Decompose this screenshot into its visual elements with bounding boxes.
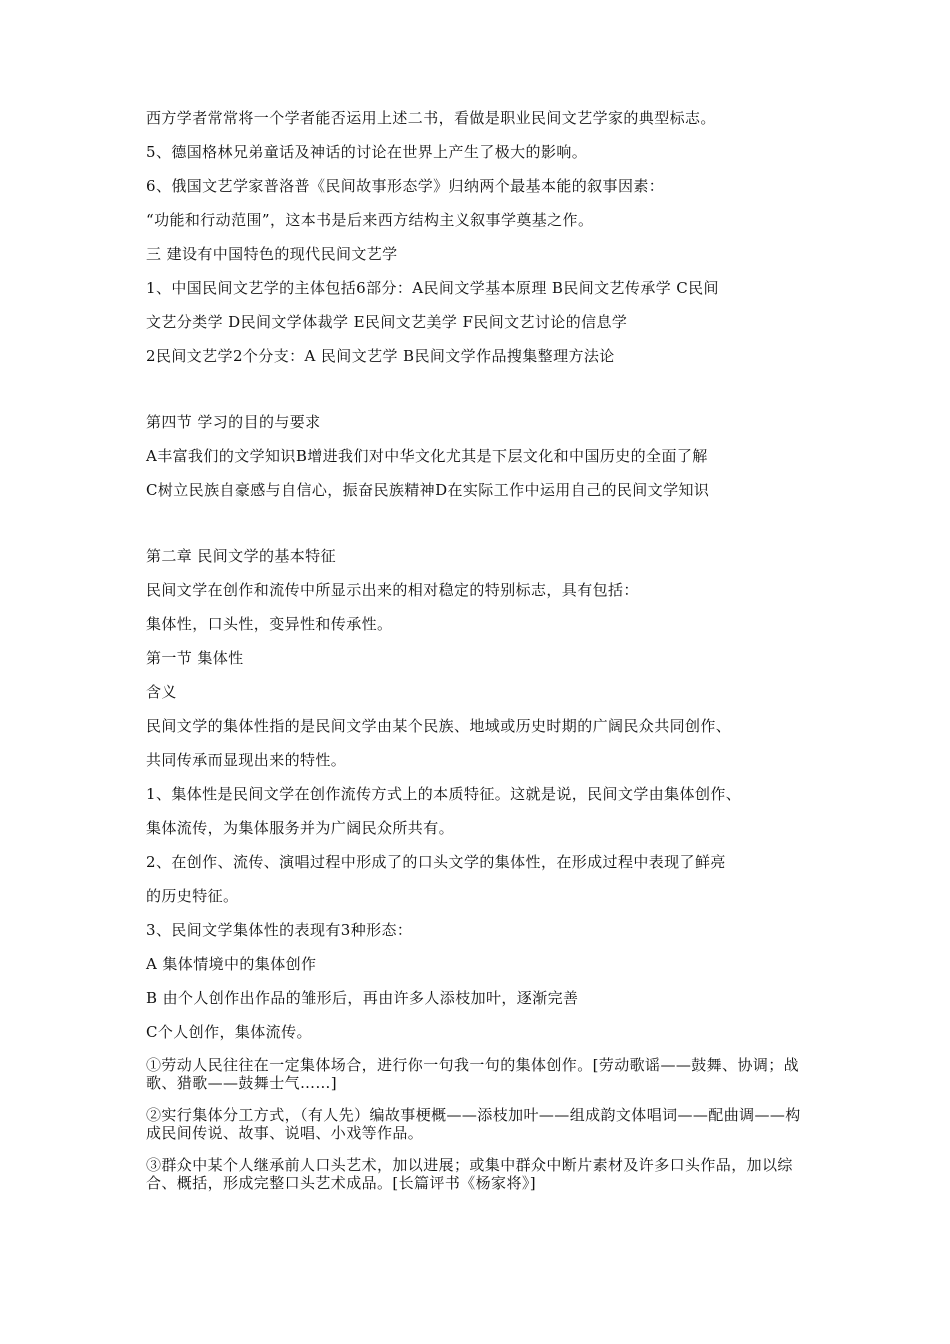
chapter-2-block xyxy=(146,546,816,1042)
text-line: 2民间文艺学2个分支：A 民间文艺学 B民间文学作品搜集整理方法论 xyxy=(146,347,615,365)
section-heading: 第四节 学习的目的与要求 xyxy=(146,413,321,431)
spacer xyxy=(146,514,816,546)
section-heading: 三 建设有中国特色的现代民间文艺学 xyxy=(146,245,398,263)
subheading: 含义 xyxy=(146,683,177,701)
spacer xyxy=(146,380,816,412)
example-paragraph: ③群众中某个人继承前人口头艺术，加以进展；或集中群众中断片素材及许多口头作品，加以综合、概括，形成完整口头艺术成品。[长篇评书《杨家将》] xyxy=(146,1156,793,1192)
text-line: 集体性，口头性，变异性和传承性。 xyxy=(146,615,393,633)
text-line: 2、在创作、流传、演唱过程中形成了的口头文学的集体性，在形成过程中表现了鲜亮 xyxy=(146,853,726,871)
text-line: 民间文学在创作和流传中所显示出来的相对稳定的特别标志，具有包括： xyxy=(146,581,639,599)
text-line: 文艺分类学 D民间文学体裁学 E民间文艺美学 F民间文艺讨论的信息学 xyxy=(146,313,628,331)
text-line: 6、俄国文艺学家普洛普《民间故事形态学》归纳两个最基本能的叙事因素： xyxy=(146,177,665,195)
section-heading: 第一节 集体性 xyxy=(146,649,244,667)
chapter-heading: 第二章 民间文学的基本特征 xyxy=(146,547,336,565)
text-line: 1、集体性是民间文学在创作流传方式上的本质特征。这就是说，民间文学由集体创作、 xyxy=(146,785,742,803)
text-line: 西方学者常常将一个学者能否运用上述二书，看做是职业民间文艺学家的典型标志。 xyxy=(146,109,716,127)
examples-block xyxy=(146,1056,816,1192)
list-item: C个人创作，集体流传。 xyxy=(146,1023,312,1041)
text-line: A丰富我们的文学知识B增进我们对中华文化尤其是下层文化和中国历史的全面了解 xyxy=(146,447,708,465)
text-line: 集体流传，为集体服务并为广阔民众所共有。 xyxy=(146,819,455,837)
text-line: 5、德国格林兄弟童话及神话的讨论在世界上产生了极大的影响。 xyxy=(146,143,588,161)
example-paragraph: ①劳动人民往往在一定集体场合，进行你一句我一句的集体创作。[劳动歌谣——鼓舞、协调；战歌、猎歌——鼓舞士气……] xyxy=(146,1056,800,1092)
example-paragraph: ②实行集体分工方式，（有人先）编故事梗概——添枝加叶——组成韵文体唱词——配曲调——构成民间传说、故事、说唱、小戏等作品。 xyxy=(146,1106,801,1142)
text-line: C树立民族自豪感与自信心，振奋民族精神D在实际工作中运用自己的民间文学知识 xyxy=(146,481,710,499)
document-page xyxy=(146,108,816,1206)
text-line: “功能和行动范围”，这本书是后来西方结构主义叙事学奠基之作。 xyxy=(146,211,594,229)
list-item: B 由个人创作出作品的雏形后，再由许多人添枝加叶，逐渐完善 xyxy=(146,989,579,1007)
text-line: 的历史特征。 xyxy=(146,887,239,905)
text-line: 1、中国民间文艺学的主体包括6部分：A民间文学基本原理 B民间文艺传承学 C民间 xyxy=(146,279,719,297)
intro-block xyxy=(146,108,816,366)
list-item: A 集体情境中的集体创作 xyxy=(146,955,317,973)
section-4-block xyxy=(146,412,816,500)
text-line: 共同传承而显现出来的特性。 xyxy=(146,751,347,769)
text-line: 民间文学的集体性指的是民间文学由某个民族、地域或历史时期的广阔民众共同创作、 xyxy=(146,717,732,735)
text-line: 3、民间文学集体性的表现有3种形态： xyxy=(146,921,413,939)
